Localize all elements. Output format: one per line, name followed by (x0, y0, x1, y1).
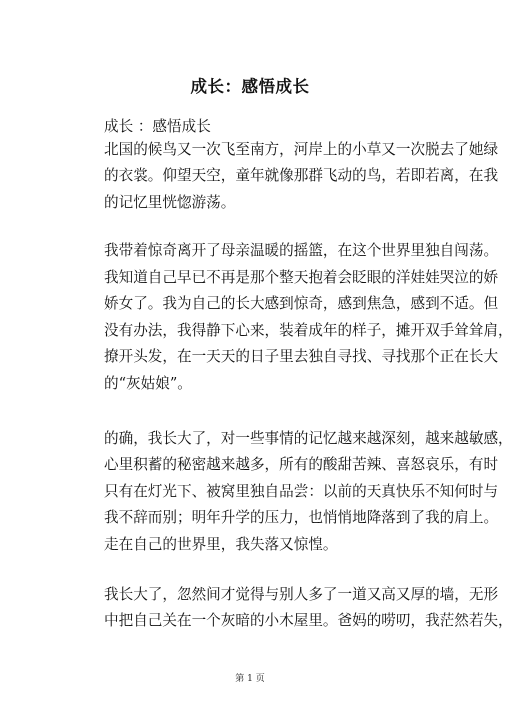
text-line: 的“灰姑娘”。 (104, 375, 192, 392)
text-line: 没有办法，我得静下心来，装着成年的样子，摊开双手耸耸肩， (104, 322, 513, 339)
text-line: 走在自己的世界里，我失落又惊惶。 (104, 536, 338, 553)
text-line: 的确，我长大了，对一些事情的记忆越来越深刻，越来越敏感， (104, 430, 513, 447)
text-line: 我长大了，忽然间才觉得与别人多了一道又高又厚的墙，无形 (104, 586, 499, 603)
text-line: 北国的候鸟又一次飞至南方，河岸上的小草又一次脱去了她绿 (104, 141, 499, 158)
text-line: 的记忆里恍惚游荡。 (104, 194, 236, 211)
text-line: 只有在灯光下、被窝里独自品尝：以前的天真快乐不知何时与 (104, 483, 499, 500)
page-number: 第 1 页 (235, 674, 265, 684)
text-line: 的衣裳。仰望天空，童年就像那群飞动的鸟，若即若离，在我 (104, 167, 499, 184)
text-line: 我知道自己早已不再是那个整天抱着会眨眼的洋娃娃哭泣的娇 (104, 269, 499, 286)
text-line: 我带着惊奇离开了母亲温暖的摇篮，在这个世界里独自闯荡。 (104, 242, 499, 259)
text-line: 撩开头发，在一天天的日子里去独自寻找、寻找那个正在长大 (104, 348, 499, 365)
text-line: 中把自己关在一个灰暗的小木屋里。爸妈的唠叨，我茫然若失， (104, 612, 513, 629)
text-line: 我不辞而别；明年升学的压力，也悄悄地降落到了我的肩上。 (104, 509, 499, 526)
text-line: 心里积蓄的秘密越来越多，所有的酸甜苦辣、喜怒哀乐，有时 (104, 456, 499, 473)
document-title: 成长：感悟成长 (190, 77, 310, 96)
text-line-subtitle: 成长 ：感悟成长 (104, 118, 211, 135)
text-line: 娇女了。我为自己的长大感到惊奇，感到焦急，感到不适。但 (104, 295, 499, 312)
